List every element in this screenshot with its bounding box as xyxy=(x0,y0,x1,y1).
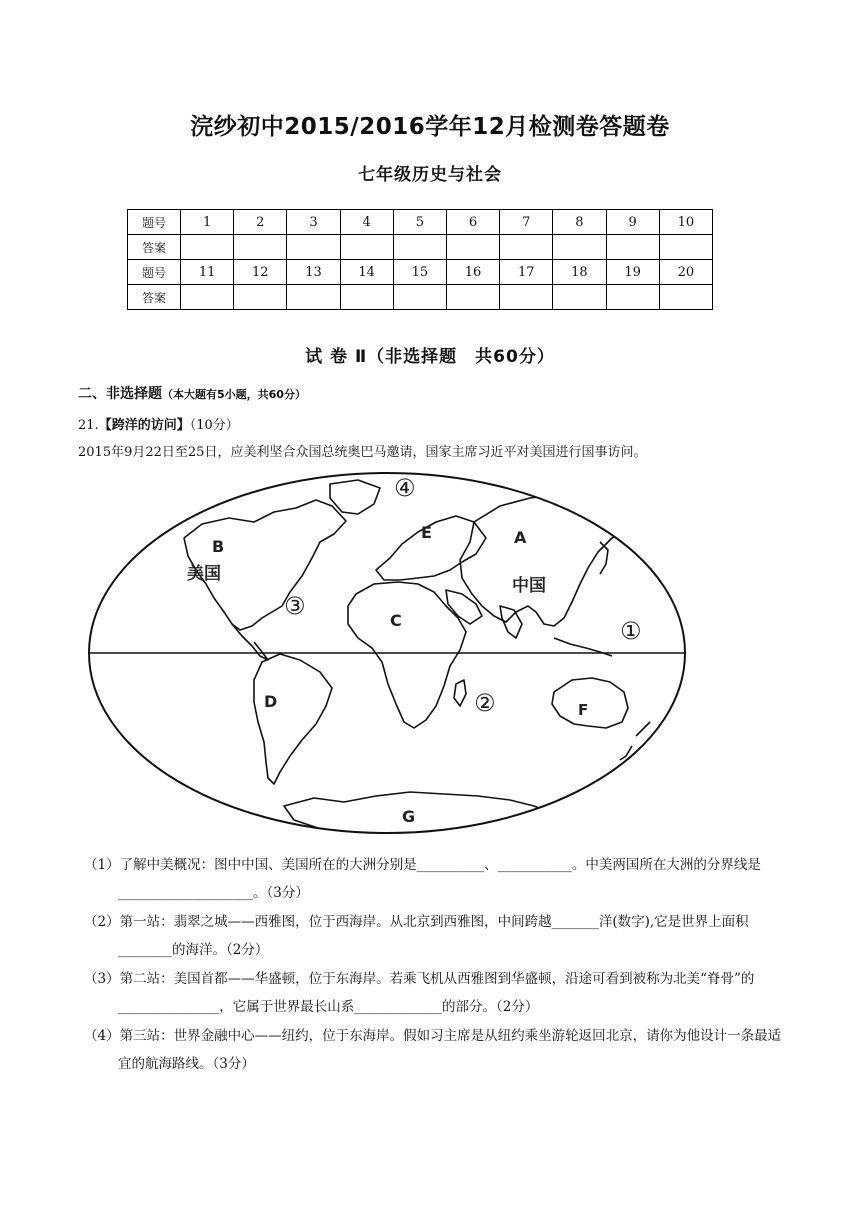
world-map xyxy=(84,466,694,846)
row-header: 答案 xyxy=(128,235,181,260)
question-item: （2）第一站：翡翠之城——西雅图，位于西海岸。从北京到西雅图，中间跨越_______洋(数字),它是世界上面积________的海洋。（2分） xyxy=(84,914,749,958)
map-label-g: G xyxy=(402,807,416,826)
madagascar-outline xyxy=(454,680,466,706)
south-america-outline xyxy=(254,654,332,784)
answer-cell[interactable] xyxy=(393,285,446,310)
answer-cell[interactable] xyxy=(659,285,712,310)
question-number-cell: 16 xyxy=(446,260,499,285)
question-topic: 【跨洋的访问】 xyxy=(98,418,190,433)
question-item: （3）第二站：美国首都——华盛顿，位于东海岸。若乘飞机从西雅图到华盛顿，沿途可看到被称为北美“脊骨”的_______________，它属于世界最长山系_____________的部分。（2分） xyxy=(84,971,755,1015)
answer-table xyxy=(127,209,713,310)
question-number-cell: 11 xyxy=(181,260,234,285)
question-number-cell: 19 xyxy=(606,260,659,285)
answer-cell[interactable] xyxy=(553,285,606,310)
answer-cell[interactable] xyxy=(446,285,499,310)
answer-cell[interactable] xyxy=(234,235,287,260)
question-number-cell: 1 xyxy=(181,210,234,235)
question-number-cell: 2 xyxy=(234,210,287,235)
answer-cell[interactable] xyxy=(659,235,712,260)
part-heading-label: 二、非选择题 xyxy=(78,386,162,402)
map-label-usa: 美国 xyxy=(187,564,221,584)
answer-cell[interactable] xyxy=(393,235,446,260)
answer-cell[interactable] xyxy=(500,235,553,260)
table-row xyxy=(128,235,713,260)
table-row xyxy=(128,210,713,235)
ocean-label-2: ② xyxy=(474,689,496,717)
question-intro: 2015年9月22日至25日，应美利坚合众国总统奥巴马邀请，国家主席习近平对美国进行国事访问。 xyxy=(78,445,647,460)
central-america-outline xyxy=(232,624,268,660)
answer-cell[interactable] xyxy=(181,235,234,260)
ocean-label-4: ④ xyxy=(394,474,416,502)
question-number-cell: 10 xyxy=(659,210,712,235)
question-number-cell: 3 xyxy=(287,210,340,235)
map-label-b: B xyxy=(212,537,225,556)
row-header: 题号 xyxy=(128,210,181,235)
question-number-cell: 20 xyxy=(659,260,712,285)
question-number-cell: 4 xyxy=(340,210,393,235)
arabia-outline xyxy=(446,590,482,624)
question-number-cell: 5 xyxy=(393,210,446,235)
question-number-cell: 7 xyxy=(500,210,553,235)
answer-cell[interactable] xyxy=(234,285,287,310)
map-label-china: 中国 xyxy=(512,576,546,596)
row-header: 答案 xyxy=(128,285,181,310)
ocean-label-1: ① xyxy=(620,617,642,645)
table-row xyxy=(128,260,713,285)
question-21-heading xyxy=(78,414,239,433)
answer-cell[interactable] xyxy=(446,235,499,260)
table-row xyxy=(128,285,713,310)
part-heading-note: （本大题有5小题，共60分） xyxy=(162,388,306,401)
answer-cell[interactable] xyxy=(340,235,393,260)
question-number-cell: 17 xyxy=(500,260,553,285)
map-label-c: C xyxy=(390,611,402,630)
question-number-cell: 9 xyxy=(606,210,659,235)
part-heading xyxy=(78,383,306,403)
question-number: 21. xyxy=(78,418,99,433)
question-number-cell: 6 xyxy=(446,210,499,235)
answer-cell[interactable] xyxy=(606,285,659,310)
question-score: （10分） xyxy=(189,418,239,433)
question-number-cell: 8 xyxy=(553,210,606,235)
japan-outline xyxy=(600,542,608,574)
question-list xyxy=(84,851,784,1079)
question-item: （4）第三站：世界金融中心——纽约，位于东海岸。假如习主席是从纽约乘坐游轮返回北京，请你为他设计一条最适宜的航海路线。（3分） xyxy=(84,1028,782,1072)
page-title: 浣纱初中2015/2016学年12月检测卷答题卷 xyxy=(190,114,670,140)
question-number-cell: 12 xyxy=(234,260,287,285)
asia-outline xyxy=(460,494,636,626)
question-number-cell: 13 xyxy=(287,260,340,285)
row-header: 题号 xyxy=(128,260,181,285)
answer-cell[interactable] xyxy=(500,285,553,310)
answer-cell[interactable] xyxy=(606,235,659,260)
section-title: 试 卷 Ⅱ（非选择题 共60分） xyxy=(305,347,555,367)
map-label-a: A xyxy=(514,528,527,547)
answer-cell[interactable] xyxy=(553,235,606,260)
question-item: （1）了解中美概况：图中中国、美国所在的大洲分别是__________、___________。中美两国所在大洲的分界线是____________________。（3分） xyxy=(84,857,761,901)
question-number-cell: 18 xyxy=(553,260,606,285)
map-label-e: E xyxy=(421,523,432,542)
new-zealand-outline xyxy=(620,722,650,760)
question-number-cell: 15 xyxy=(393,260,446,285)
answer-cell[interactable] xyxy=(287,285,340,310)
page-subtitle: 七年级历史与社会 xyxy=(358,165,502,185)
question-number-cell: 14 xyxy=(340,260,393,285)
answer-cell[interactable] xyxy=(287,235,340,260)
map-label-d: D xyxy=(264,692,278,711)
map-label-f: F xyxy=(578,701,589,719)
australia-outline xyxy=(552,678,628,728)
greenland-outline xyxy=(330,480,380,514)
ocean-label-3: ③ xyxy=(284,592,306,620)
answer-cell[interactable] xyxy=(340,285,393,310)
answer-cell[interactable] xyxy=(181,285,234,310)
